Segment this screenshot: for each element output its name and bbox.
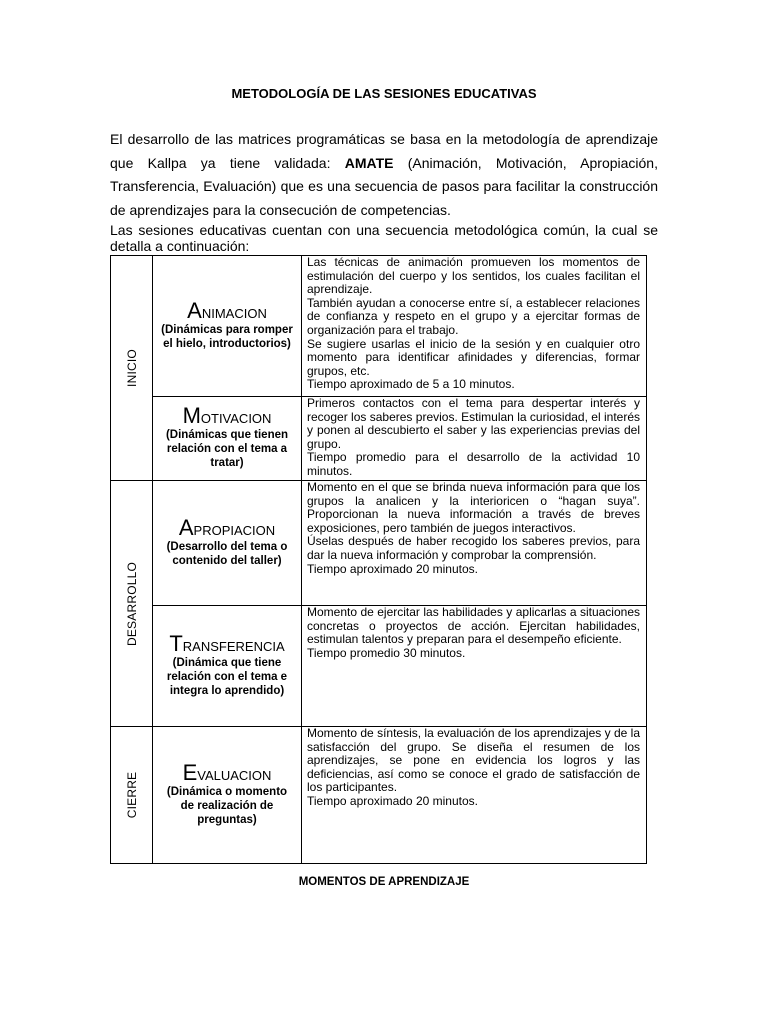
document-title: METODOLOGÍA DE LAS SESIONES EDUCATIVAS [231, 86, 537, 101]
methodology-table [110, 255, 647, 864]
stage-cell-apropiacion [153, 481, 302, 606]
phase-label: DESARROLLO [124, 561, 139, 646]
phase-label: INICIO [124, 349, 139, 387]
stage-cell-motivacion [153, 397, 302, 481]
phase-cell-inicio [111, 256, 153, 481]
stage-subtitle: (Dinámica que tiene relación con el tema e integra lo aprendido) [166, 656, 288, 697]
phase-label: CIERRE [124, 771, 139, 819]
intro-text-end: (Animación, Motivación, Apropiación, Transferencia, Evaluación) que es una secuencia de pasos para facilitar la construcción de aprendizajes para la consecución de competencias. [110, 154, 658, 218]
stage-cell-animacion [153, 256, 302, 397]
stage-description: Momento de ejercitar las habilidades y aplicarlas a situaciones concretas o proyectos de acción. Ejercitan habilidades, estimulan talentos y preparan para el desempeño eficiente. Tiempo promedio 30 minutos. [302, 606, 647, 727]
table-row [111, 397, 647, 481]
table-row [111, 256, 647, 397]
stage-subtitle: (Dinámica o momento de realización de preguntas) [166, 785, 288, 826]
table-row [111, 606, 647, 727]
stage-heading: TRANSFERENCIA [169, 630, 285, 656]
stage-heading: EVALUACION [182, 759, 272, 785]
table-row [111, 727, 647, 864]
table-row [111, 481, 647, 606]
stage-heading: ANIMACION [187, 297, 267, 323]
stage-description: Momento en el que se brinda nueva información para que los grupos la analicen y la interioricen o “hagan suya”. Proporcionan la nueva información a través de breves exposiciones, pero también de juegos interactivos. Úselas después de haber recogido los saberes previos, para dar la nueva información y comprobar la comprensión. Tiempo aproximado 20 minutos. [302, 481, 647, 606]
stage-description: Momento de síntesis, la evaluación de los aprendizajes y de la satisfacción del grupo. Se diseña el resumen de los aprendizajes, se pone en evidencia los logros y las deficiencias, así como se conoce el grado de satisfacción de los participantes. Tiempo aproximado 20 minutos. [302, 727, 647, 864]
amate-emphasis: AMATE [344, 154, 394, 171]
intro-paragraph-2: Las sesiones educativas cuentan con una secuencia metodológica común, la cual se detalla a continuación: [110, 222, 658, 254]
stage-description: Primeros contactos con el tema para despertar interés y recoger los saberes previos. Estimulan la curiosidad, el interés y ponen al descubierto el saber y las experiencias previas del grupo. Tiempo promedio para el desarrollo de la actividad 10 minutos. [302, 397, 647, 481]
stage-heading: MOTIVACION [182, 403, 272, 428]
table-caption: MOMENTOS DE APRENDIZAJE [298, 876, 470, 888]
stage-description: Las técnicas de animación promueven los momentos de estimulación del cuerpo y los sentidos, los cuales facilitan el aprendizaje. También ayudan a conocerse entre sí, a establecer relaciones de confianza y respeto en el grupo y a ejercitar formas de organización para el trabajo. Se sugiere usarlas el inicio de la sesión y en cualquier otro momento para identificar afinidades y diferencias, formar grupos, etc. Tiempo aproximado de 5 a 10 minutos. [302, 256, 647, 397]
stage-cell-transferencia [153, 606, 302, 727]
intro-text-start: El desarrollo de las matrices programáticas se basa en la metodología de aprendizaje que Kallpa ya tiene validada: [110, 131, 658, 171]
phase-cell-cierre [111, 727, 153, 864]
stage-subtitle: (Dinámicas para romper el hielo, introductorios) [161, 323, 293, 350]
stage-heading: APROPIACION [178, 514, 276, 540]
stage-subtitle: (Desarrollo del tema o contenido del taller) [166, 540, 288, 567]
phase-cell-desarrollo [111, 481, 153, 727]
stage-subtitle: (Dinámicas que tienen relación con el tema a tratar) [165, 429, 289, 469]
intro-paragraph [110, 128, 658, 222]
stage-cell-evaluacion [153, 727, 302, 864]
